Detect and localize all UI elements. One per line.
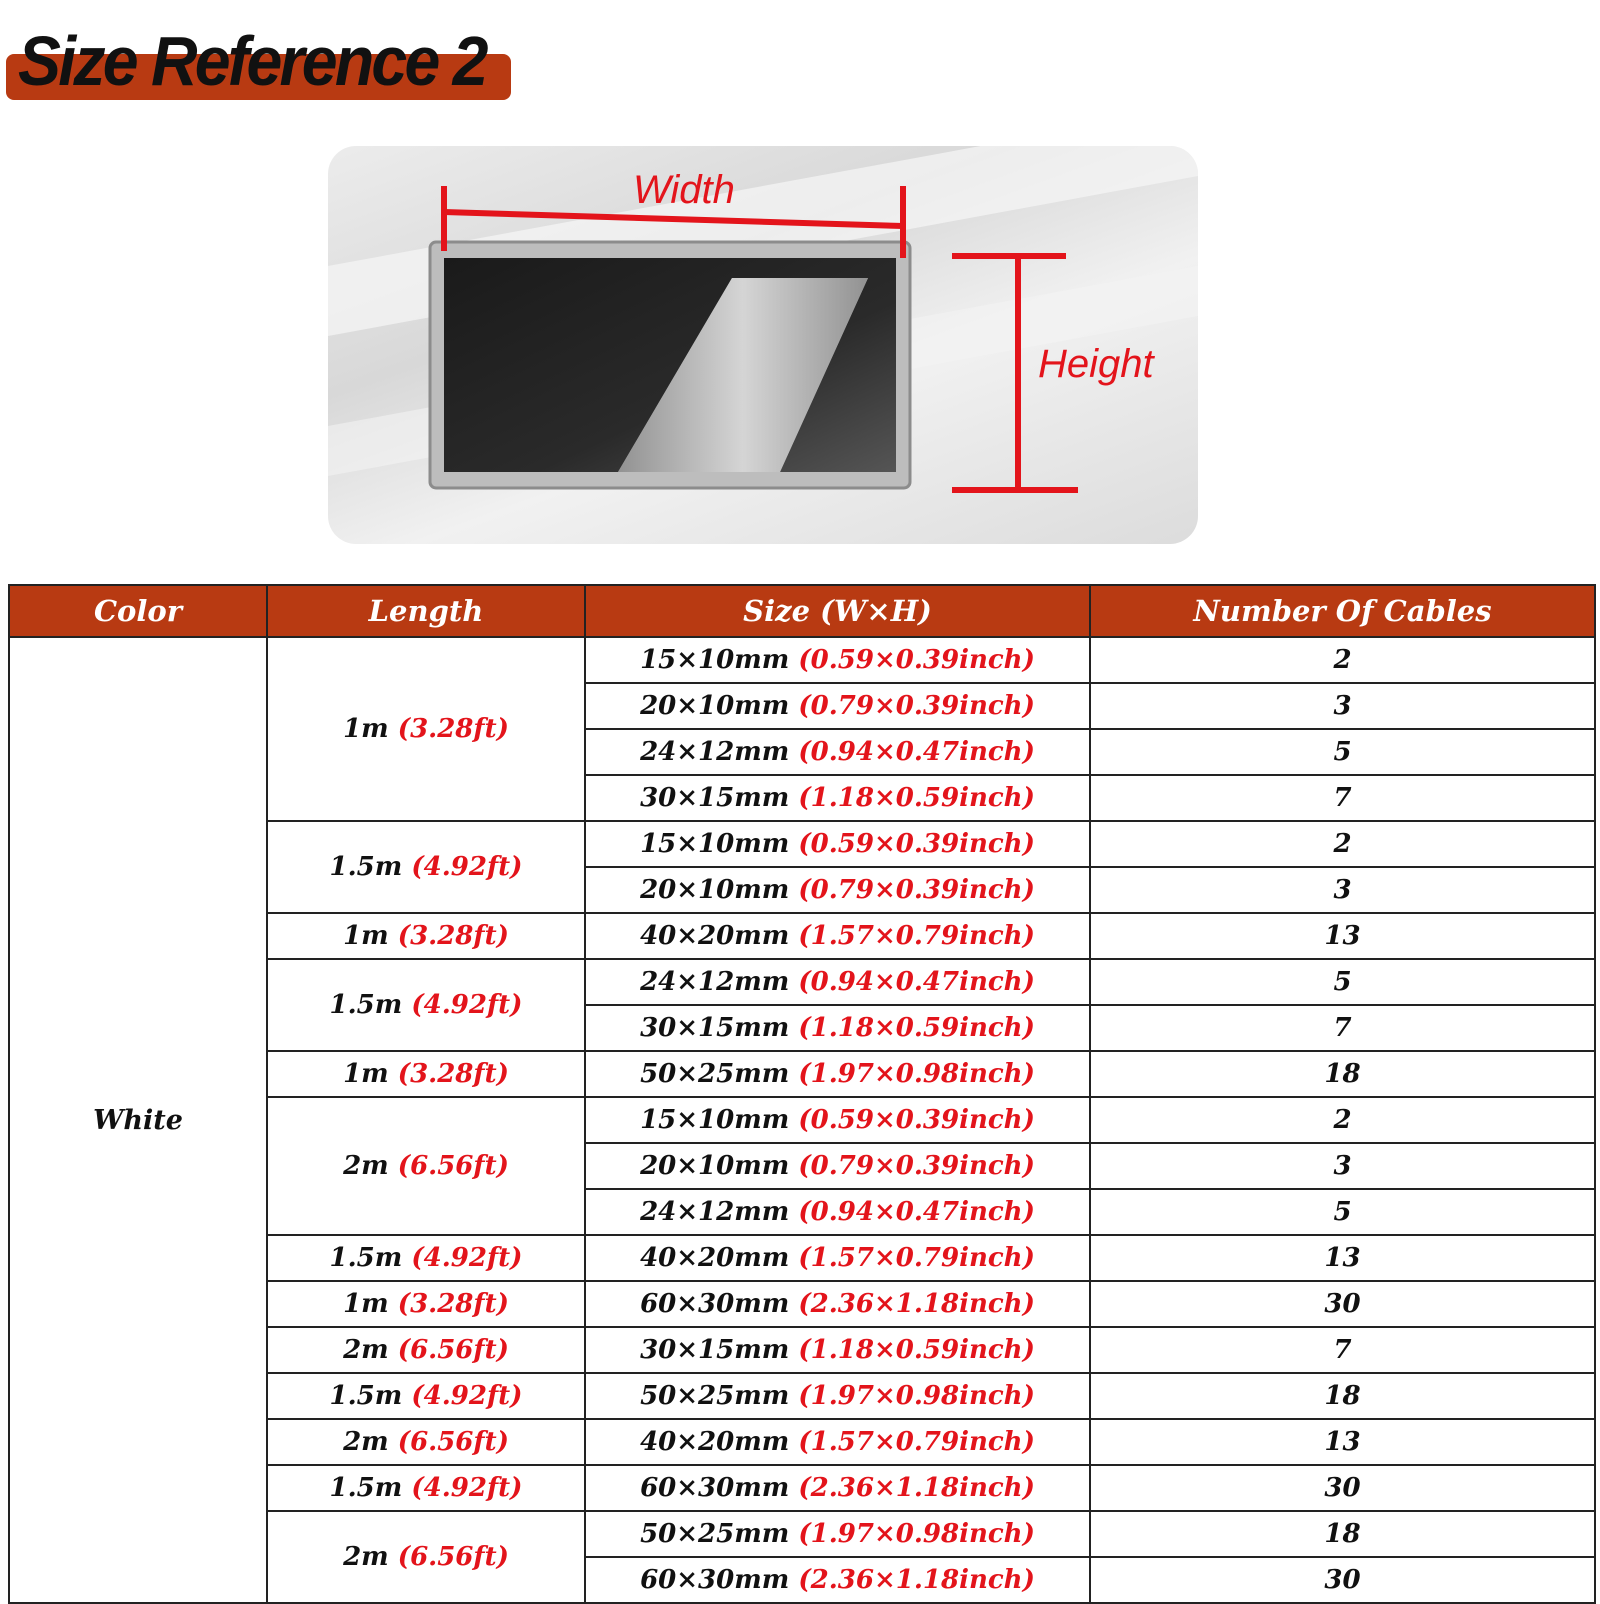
size-table — [8, 584, 1596, 1604]
size-metric: 15×10mm — [640, 645, 790, 675]
length-cell — [267, 637, 585, 821]
size-imperial: (0.59×0.39inch) — [798, 1105, 1035, 1135]
size-metric: 24×12mm — [640, 967, 790, 997]
length-cell — [267, 1281, 585, 1327]
height-label: Height — [1038, 342, 1154, 386]
size-cell — [585, 729, 1090, 775]
size-cell — [585, 1235, 1090, 1281]
size-imperial: (0.79×0.39inch) — [798, 1151, 1035, 1181]
header-length: Length — [267, 585, 585, 637]
cables-cell: 2 — [1090, 1097, 1595, 1143]
length-cell — [267, 1373, 585, 1419]
length-metric: 1.5m — [329, 1243, 403, 1273]
size-imperial: (1.97×0.98inch) — [798, 1381, 1035, 1411]
cables-cell: 30 — [1090, 1557, 1595, 1603]
table-row — [9, 637, 1595, 683]
length-imperial: (4.92ft) — [411, 1381, 523, 1411]
length-metric: 1m — [343, 921, 389, 951]
length-cell — [267, 1327, 585, 1373]
length-metric: 1m — [343, 1059, 389, 1089]
size-metric: 60×30mm — [640, 1289, 790, 1319]
size-cell — [585, 867, 1090, 913]
cables-cell: 5 — [1090, 729, 1595, 775]
cables-cell: 18 — [1090, 1051, 1595, 1097]
length-metric: 1.5m — [329, 990, 403, 1020]
size-imperial: (1.57×0.79inch) — [798, 1427, 1035, 1457]
table-body — [9, 637, 1595, 1603]
cables-cell: 18 — [1090, 1373, 1595, 1419]
length-cell — [267, 913, 585, 959]
cables-cell: 3 — [1090, 683, 1595, 729]
color-cell: White — [9, 637, 267, 1603]
length-cell — [267, 1235, 585, 1281]
cables-cell: 13 — [1090, 1235, 1595, 1281]
size-metric: 30×15mm — [640, 1335, 790, 1365]
size-cell — [585, 683, 1090, 729]
cables-cell: 3 — [1090, 867, 1595, 913]
length-metric: 1.5m — [329, 852, 403, 882]
cables-cell: 7 — [1090, 775, 1595, 821]
size-cell — [585, 1373, 1090, 1419]
cables-cell: 2 — [1090, 821, 1595, 867]
size-imperial: (1.18×0.59inch) — [798, 1335, 1035, 1365]
size-cell — [585, 1281, 1090, 1327]
header-size: Size (W×H) — [585, 585, 1090, 637]
size-metric: 50×25mm — [640, 1519, 790, 1549]
size-imperial: (0.94×0.47inch) — [798, 967, 1035, 997]
length-metric: 2m — [343, 1151, 389, 1181]
length-metric: 1m — [343, 714, 389, 744]
length-metric: 1m — [343, 1289, 389, 1319]
length-metric: 2m — [343, 1542, 389, 1572]
page-title: Size Reference 2 — [18, 22, 486, 100]
size-cell — [585, 1051, 1090, 1097]
cables-cell: 13 — [1090, 1419, 1595, 1465]
length-imperial: (4.92ft) — [411, 990, 523, 1020]
size-imperial: (1.18×0.59inch) — [798, 1013, 1035, 1043]
header-cables: Number Of Cables — [1090, 585, 1595, 637]
size-imperial: (0.79×0.39inch) — [798, 875, 1035, 905]
size-cell — [585, 821, 1090, 867]
length-cell — [267, 1097, 585, 1235]
size-imperial: (0.94×0.47inch) — [798, 1197, 1035, 1227]
size-imperial: (0.59×0.39inch) — [798, 829, 1035, 859]
size-metric: 30×15mm — [640, 1013, 790, 1043]
length-imperial: (6.56ft) — [397, 1542, 509, 1572]
size-imperial: (0.59×0.39inch) — [798, 645, 1035, 675]
length-imperial: (3.28ft) — [397, 921, 509, 951]
size-cell — [585, 1557, 1090, 1603]
size-imperial: (1.57×0.79inch) — [798, 921, 1035, 951]
length-imperial: (3.28ft) — [397, 714, 509, 744]
size-imperial: (0.79×0.39inch) — [798, 691, 1035, 721]
size-imperial: (1.57×0.79inch) — [798, 1243, 1035, 1273]
length-imperial: (4.92ft) — [411, 1243, 523, 1273]
cables-cell: 2 — [1090, 637, 1595, 683]
length-imperial: (3.28ft) — [397, 1289, 509, 1319]
size-cell — [585, 1327, 1090, 1373]
size-cell — [585, 1465, 1090, 1511]
size-metric: 30×15mm — [640, 783, 790, 813]
cables-cell: 18 — [1090, 1511, 1595, 1557]
size-metric: 20×10mm — [640, 691, 790, 721]
length-cell — [267, 1511, 585, 1603]
length-metric: 2m — [343, 1427, 389, 1457]
size-metric: 24×12mm — [640, 1197, 790, 1227]
size-metric: 20×10mm — [640, 1151, 790, 1181]
size-metric: 60×30mm — [640, 1565, 790, 1595]
table-header-row — [9, 585, 1595, 637]
size-cell — [585, 775, 1090, 821]
size-metric: 15×10mm — [640, 829, 790, 859]
cables-cell: 13 — [1090, 913, 1595, 959]
page-heading — [6, 18, 526, 104]
cables-cell: 30 — [1090, 1281, 1595, 1327]
size-cell — [585, 1189, 1090, 1235]
size-cell — [585, 959, 1090, 1005]
size-cell — [585, 1097, 1090, 1143]
cables-cell: 7 — [1090, 1327, 1595, 1373]
size-metric: 40×20mm — [640, 921, 790, 951]
size-metric: 24×12mm — [640, 737, 790, 767]
length-cell — [267, 1419, 585, 1465]
size-cell — [585, 913, 1090, 959]
width-label: Width — [633, 168, 735, 212]
size-imperial: (2.36×1.18inch) — [798, 1289, 1035, 1319]
header-color: Color — [9, 585, 267, 637]
size-imperial: (1.18×0.59inch) — [798, 783, 1035, 813]
size-metric: 40×20mm — [640, 1427, 790, 1457]
cables-cell: 5 — [1090, 1189, 1595, 1235]
size-imperial: (1.97×0.98inch) — [798, 1059, 1035, 1089]
length-cell — [267, 1465, 585, 1511]
length-cell — [267, 959, 585, 1051]
size-cell — [585, 1419, 1090, 1465]
size-metric: 50×25mm — [640, 1381, 790, 1411]
size-metric: 20×10mm — [640, 875, 790, 905]
length-imperial: (4.92ft) — [411, 852, 523, 882]
cables-cell: 5 — [1090, 959, 1595, 1005]
size-table-container — [8, 584, 1594, 1604]
size-metric: 60×30mm — [640, 1473, 790, 1503]
cables-cell: 30 — [1090, 1465, 1595, 1511]
length-metric: 1.5m — [329, 1473, 403, 1503]
length-metric: 2m — [343, 1335, 389, 1365]
size-cell — [585, 1511, 1090, 1557]
size-imperial: (1.97×0.98inch) — [798, 1519, 1035, 1549]
cables-cell: 7 — [1090, 1005, 1595, 1051]
length-cell — [267, 821, 585, 913]
size-metric: 15×10mm — [640, 1105, 790, 1135]
length-metric: 1.5m — [329, 1381, 403, 1411]
raceway-photo — [328, 146, 1198, 544]
length-imperial: (4.92ft) — [411, 1473, 523, 1503]
length-cell — [267, 1051, 585, 1097]
length-imperial: (6.56ft) — [397, 1335, 509, 1365]
size-metric: 40×20mm — [640, 1243, 790, 1273]
size-imperial: (0.94×0.47inch) — [798, 737, 1035, 767]
length-imperial: (6.56ft) — [397, 1151, 509, 1181]
size-metric: 50×25mm — [640, 1059, 790, 1089]
cables-cell: 3 — [1090, 1143, 1595, 1189]
size-imperial: (2.36×1.18inch) — [798, 1473, 1035, 1503]
length-imperial: (3.28ft) — [397, 1059, 509, 1089]
length-imperial: (6.56ft) — [397, 1427, 509, 1457]
size-cell — [585, 637, 1090, 683]
size-cell — [585, 1005, 1090, 1051]
size-imperial: (2.36×1.18inch) — [798, 1565, 1035, 1595]
size-cell — [585, 1143, 1090, 1189]
